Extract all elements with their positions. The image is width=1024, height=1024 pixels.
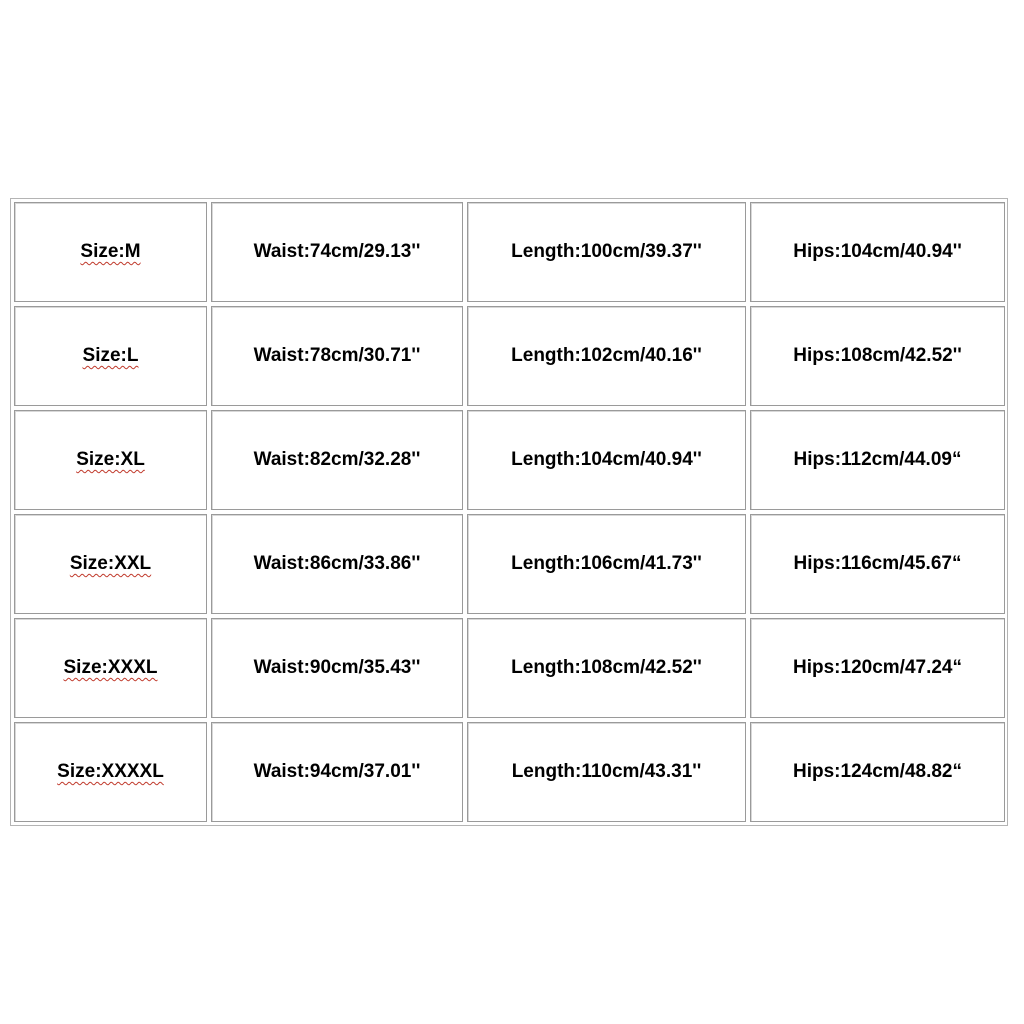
size-label: Size:XXL xyxy=(69,553,152,574)
hips-cell: Hips:120cm/47.24“ xyxy=(750,618,1005,718)
length-cell: Length:108cm/42.52'' xyxy=(467,618,746,718)
size-label: Size:XXXXL xyxy=(57,761,164,782)
waist-cell: Waist:74cm/29.13'' xyxy=(211,202,463,302)
size-cell xyxy=(14,722,207,822)
length-cell: Length:106cm/41.73'' xyxy=(467,514,746,614)
size-cell xyxy=(14,202,207,302)
length-cell: Length:100cm/39.37'' xyxy=(467,202,746,302)
length-cell: Length:104cm/40.94'' xyxy=(467,410,746,510)
waist-cell: Waist:82cm/32.28'' xyxy=(211,410,463,510)
size-cell xyxy=(14,618,207,718)
waist-cell: Waist:94cm/37.01'' xyxy=(211,722,463,822)
hips-cell: Hips:112cm/44.09“ xyxy=(750,410,1005,510)
waist-cell: Waist:78cm/30.71'' xyxy=(211,306,463,406)
hips-cell: Hips:116cm/45.67“ xyxy=(750,514,1005,614)
length-cell: Length:102cm/40.16'' xyxy=(467,306,746,406)
size-label: Size:XXXL xyxy=(63,657,158,678)
size-cell xyxy=(14,306,207,406)
size-chart-table xyxy=(10,198,1008,826)
size-cell xyxy=(14,410,207,510)
hips-cell: Hips:108cm/42.52'' xyxy=(750,306,1005,406)
size-label: Size:XL xyxy=(76,449,145,470)
size-cell xyxy=(14,514,207,614)
waist-cell: Waist:86cm/33.86'' xyxy=(211,514,463,614)
hips-cell: Hips:104cm/40.94'' xyxy=(750,202,1005,302)
waist-cell: Waist:90cm/35.43'' xyxy=(211,618,463,718)
hips-cell: Hips:124cm/48.82“ xyxy=(750,722,1005,822)
length-cell: Length:110cm/43.31'' xyxy=(467,722,746,822)
size-label: Size:L xyxy=(82,345,139,366)
size-label: Size:M xyxy=(80,241,141,262)
